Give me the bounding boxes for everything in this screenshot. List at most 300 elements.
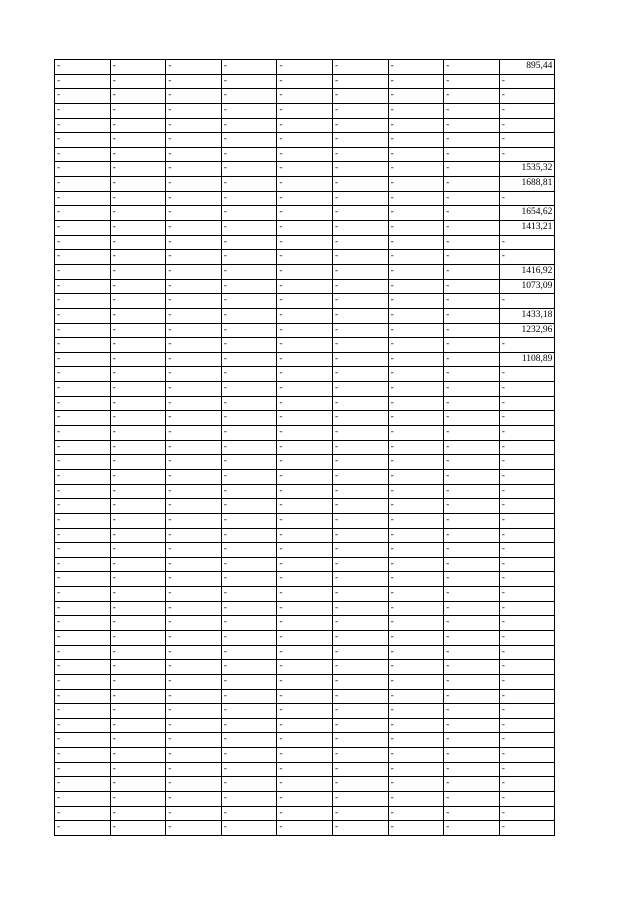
table-cell: - (110, 484, 166, 499)
table-cell: - (277, 806, 333, 821)
table-cell: - (110, 250, 166, 265)
table-cell: - (166, 177, 222, 192)
table-cell: - (110, 191, 166, 206)
table-cell: - (166, 308, 222, 323)
table-cell: - (332, 440, 388, 455)
table-cell: - (388, 469, 444, 484)
table-cell: - (55, 645, 111, 660)
table-cell: - (277, 323, 333, 338)
table-cell: - (332, 323, 388, 338)
value-cell: 1416,92 (499, 264, 555, 279)
table-cell: - (166, 704, 222, 719)
table-cell: - (388, 382, 444, 397)
table-cell: - (110, 660, 166, 675)
table-cell: - (55, 513, 111, 528)
table-cell: - (55, 367, 111, 382)
table-cell: - (221, 323, 277, 338)
table-cell: - (110, 323, 166, 338)
table-cell: - (388, 264, 444, 279)
table-cell: - (277, 308, 333, 323)
table-cell: - (444, 733, 500, 748)
table-cell: - (55, 279, 111, 294)
table-cell: - (110, 382, 166, 397)
value-cell: - (499, 513, 555, 528)
data-table (54, 59, 555, 836)
value-cell: - (499, 616, 555, 631)
table-cell: - (55, 162, 111, 177)
table-cell: - (110, 133, 166, 148)
value-cell: - (499, 294, 555, 309)
table-cell: - (332, 528, 388, 543)
table-cell: - (277, 616, 333, 631)
table-cell: - (332, 206, 388, 221)
table-row (55, 674, 555, 689)
table-cell: - (110, 147, 166, 162)
table-cell: - (166, 118, 222, 133)
table-cell: - (277, 528, 333, 543)
table-cell: - (55, 191, 111, 206)
table-cell: - (166, 733, 222, 748)
table-cell: - (55, 792, 111, 807)
table-cell: - (444, 587, 500, 602)
table-cell: - (388, 60, 444, 75)
table-cell: - (55, 704, 111, 719)
table-cell: - (221, 469, 277, 484)
value-cell: 1654,62 (499, 206, 555, 221)
table-cell: - (388, 411, 444, 426)
table-cell: - (277, 777, 333, 792)
table-cell: - (388, 338, 444, 353)
table-cell: - (221, 689, 277, 704)
value-cell: 1535,32 (499, 162, 555, 177)
table-cell: - (388, 177, 444, 192)
value-cell: - (499, 733, 555, 748)
table-cell: - (332, 221, 388, 236)
value-cell: - (499, 89, 555, 104)
table-cell: - (277, 206, 333, 221)
table-cell: - (221, 821, 277, 836)
table-cell: - (277, 469, 333, 484)
table-cell: - (166, 645, 222, 660)
table-cell: - (444, 440, 500, 455)
table-cell: - (55, 674, 111, 689)
table-cell: - (444, 206, 500, 221)
table-cell: - (332, 133, 388, 148)
table-cell: - (388, 748, 444, 763)
table-cell: - (221, 645, 277, 660)
table-cell: - (277, 426, 333, 441)
table-cell: - (388, 499, 444, 514)
table-cell: - (221, 352, 277, 367)
value-cell: - (499, 235, 555, 250)
table-cell: - (110, 206, 166, 221)
table-cell: - (110, 221, 166, 236)
value-cell: - (499, 147, 555, 162)
table-cell: - (166, 162, 222, 177)
table-cell: - (388, 294, 444, 309)
table-cell: - (444, 484, 500, 499)
value-cell: - (499, 484, 555, 499)
table-cell: - (166, 89, 222, 104)
table-cell: - (110, 455, 166, 470)
table-cell: - (388, 484, 444, 499)
table-cell: - (444, 674, 500, 689)
table-cell: - (55, 411, 111, 426)
table-cell: - (55, 718, 111, 733)
table-cell: - (221, 499, 277, 514)
table-cell: - (444, 469, 500, 484)
table-cell: - (55, 528, 111, 543)
table-cell: - (332, 601, 388, 616)
value-cell: - (499, 411, 555, 426)
table-cell: - (166, 411, 222, 426)
table-cell: - (388, 396, 444, 411)
table-cell: - (166, 718, 222, 733)
value-cell: - (499, 118, 555, 133)
table-cell: - (332, 426, 388, 441)
table-cell: - (221, 630, 277, 645)
table-cell: - (277, 748, 333, 763)
table-cell: - (444, 630, 500, 645)
table-cell: - (55, 294, 111, 309)
table-row (55, 499, 555, 514)
table-row (55, 133, 555, 148)
table-cell: - (110, 235, 166, 250)
table-row (55, 426, 555, 441)
table-cell: - (55, 440, 111, 455)
table-cell: - (277, 499, 333, 514)
table-cell: - (332, 455, 388, 470)
table-row (55, 777, 555, 792)
table-cell: - (110, 689, 166, 704)
table-cell: - (110, 279, 166, 294)
table-cell: - (277, 821, 333, 836)
table-cell: - (55, 821, 111, 836)
table-cell: - (166, 323, 222, 338)
table-cell: - (444, 660, 500, 675)
table-cell: - (166, 264, 222, 279)
table-cell: - (388, 762, 444, 777)
table-row (55, 587, 555, 602)
table-cell: - (332, 469, 388, 484)
table-cell: - (277, 279, 333, 294)
table-cell: - (55, 60, 111, 75)
table-cell: - (332, 294, 388, 309)
table-cell: - (55, 177, 111, 192)
table-cell: - (388, 147, 444, 162)
table-row (55, 60, 555, 75)
table-cell: - (444, 162, 500, 177)
table-cell: - (444, 806, 500, 821)
table-row (55, 572, 555, 587)
value-cell: - (499, 367, 555, 382)
table-row (55, 806, 555, 821)
table-cell: - (277, 103, 333, 118)
table-cell: - (221, 777, 277, 792)
table-row (55, 294, 555, 309)
table-cell: - (221, 221, 277, 236)
table-cell: - (55, 455, 111, 470)
table-cell: - (166, 513, 222, 528)
table-row (55, 543, 555, 558)
table-cell: - (221, 543, 277, 558)
table-cell: - (277, 118, 333, 133)
table-cell: - (277, 235, 333, 250)
table-cell: - (444, 792, 500, 807)
table-cell: - (277, 147, 333, 162)
table-cell: - (110, 89, 166, 104)
table-cell: - (444, 279, 500, 294)
table-cell: - (388, 587, 444, 602)
table-cell: - (221, 484, 277, 499)
table-cell: - (55, 484, 111, 499)
table-cell: - (221, 191, 277, 206)
table-cell: - (332, 367, 388, 382)
table-cell: - (388, 103, 444, 118)
table-cell: - (444, 294, 500, 309)
table-cell: - (332, 557, 388, 572)
table-cell: - (166, 792, 222, 807)
table-cell: - (444, 367, 500, 382)
table-cell: - (110, 733, 166, 748)
table-row (55, 601, 555, 616)
table-cell: - (166, 660, 222, 675)
table-cell: - (221, 279, 277, 294)
table-cell: - (55, 601, 111, 616)
table-cell: - (221, 294, 277, 309)
table-cell: - (388, 777, 444, 792)
table-cell: - (110, 630, 166, 645)
table-row (55, 630, 555, 645)
table-row (55, 704, 555, 719)
table-cell: - (221, 748, 277, 763)
table-cell: - (166, 762, 222, 777)
table-cell: - (388, 74, 444, 89)
table-row (55, 147, 555, 162)
table-cell: - (221, 616, 277, 631)
table-body (55, 60, 555, 836)
table-cell: - (110, 426, 166, 441)
table-cell: - (277, 89, 333, 104)
table-cell: - (444, 60, 500, 75)
table-cell: - (55, 103, 111, 118)
table-cell: - (388, 308, 444, 323)
table-cell: - (55, 147, 111, 162)
value-cell: - (499, 133, 555, 148)
table-row (55, 250, 555, 265)
table-cell: - (221, 147, 277, 162)
table-cell: - (55, 777, 111, 792)
table-cell: - (332, 484, 388, 499)
table-row (55, 74, 555, 89)
value-cell: - (499, 792, 555, 807)
table-cell: - (444, 572, 500, 587)
table-cell: - (221, 718, 277, 733)
table-cell: - (388, 455, 444, 470)
value-cell: 1433,18 (499, 308, 555, 323)
table-cell: - (110, 499, 166, 514)
table-cell: - (444, 177, 500, 192)
table-cell: - (221, 674, 277, 689)
table-cell: - (110, 411, 166, 426)
table-cell: - (110, 806, 166, 821)
table-cell: - (110, 294, 166, 309)
table-cell: - (332, 162, 388, 177)
table-cell: - (332, 630, 388, 645)
table-cell: - (332, 689, 388, 704)
table-cell: - (221, 235, 277, 250)
table-cell: - (221, 89, 277, 104)
table-cell: - (166, 777, 222, 792)
table-cell: - (444, 777, 500, 792)
table-cell: - (221, 133, 277, 148)
table-cell: - (166, 103, 222, 118)
table-row (55, 660, 555, 675)
table-cell: - (332, 191, 388, 206)
value-cell: - (499, 191, 555, 206)
value-cell: - (499, 455, 555, 470)
table-cell: - (221, 411, 277, 426)
value-cell: - (499, 572, 555, 587)
table-cell: - (221, 250, 277, 265)
value-cell: - (499, 499, 555, 514)
table-cell: - (55, 221, 111, 236)
table-cell: - (277, 660, 333, 675)
table-cell: - (332, 674, 388, 689)
table-cell: - (444, 89, 500, 104)
table-cell: - (110, 777, 166, 792)
table-cell: - (110, 352, 166, 367)
table-cell: - (55, 543, 111, 558)
table-cell: - (221, 308, 277, 323)
value-cell: - (499, 426, 555, 441)
table-cell: - (332, 587, 388, 602)
table-cell: - (277, 367, 333, 382)
table-cell: - (221, 177, 277, 192)
table-cell: - (444, 821, 500, 836)
table-cell: - (55, 616, 111, 631)
table-cell: - (166, 279, 222, 294)
table-row (55, 469, 555, 484)
table-cell: - (388, 221, 444, 236)
table-cell: - (332, 177, 388, 192)
table-cell: - (110, 543, 166, 558)
table-row (55, 792, 555, 807)
table-cell: - (388, 821, 444, 836)
table-row (55, 89, 555, 104)
table-cell: - (221, 513, 277, 528)
table-cell: - (166, 367, 222, 382)
table-cell: - (277, 674, 333, 689)
table-cell: - (110, 587, 166, 602)
table-cell: - (221, 440, 277, 455)
table-cell: - (55, 748, 111, 763)
table-cell: - (166, 572, 222, 587)
table-row (55, 221, 555, 236)
value-cell: - (499, 382, 555, 397)
table-cell: - (166, 543, 222, 558)
table-row (55, 103, 555, 118)
table-cell: - (444, 426, 500, 441)
table-cell: - (332, 704, 388, 719)
table-cell: - (110, 440, 166, 455)
table-cell: - (166, 221, 222, 236)
table-cell: - (444, 543, 500, 558)
table-cell: - (55, 133, 111, 148)
table-cell: - (332, 572, 388, 587)
table-cell: - (277, 484, 333, 499)
value-cell: - (499, 762, 555, 777)
table-cell: - (388, 806, 444, 821)
table-cell: - (332, 821, 388, 836)
table-cell: - (221, 528, 277, 543)
table-cell: - (444, 147, 500, 162)
table-cell: - (388, 440, 444, 455)
table-cell: - (444, 704, 500, 719)
table-cell: - (55, 587, 111, 602)
table-cell: - (166, 806, 222, 821)
table-cell: - (55, 352, 111, 367)
table-cell: - (332, 264, 388, 279)
table-cell: - (55, 396, 111, 411)
value-cell: - (499, 777, 555, 792)
table-cell: - (55, 469, 111, 484)
table-cell: - (332, 235, 388, 250)
table-cell: - (166, 191, 222, 206)
table-cell: - (332, 74, 388, 89)
table-cell: - (110, 572, 166, 587)
table-cell: - (332, 250, 388, 265)
table-cell: - (55, 338, 111, 353)
table-cell: - (55, 426, 111, 441)
table-cell: - (277, 396, 333, 411)
table-cell: - (332, 645, 388, 660)
value-cell: - (499, 718, 555, 733)
table-cell: - (444, 235, 500, 250)
table-cell: - (332, 118, 388, 133)
table-cell: - (221, 704, 277, 719)
table-cell: - (110, 528, 166, 543)
table-row (55, 513, 555, 528)
table-cell: - (55, 323, 111, 338)
value-cell: - (499, 821, 555, 836)
table-cell: - (332, 762, 388, 777)
table-cell: - (110, 118, 166, 133)
table-cell: - (332, 748, 388, 763)
table-row (55, 645, 555, 660)
table-cell: - (110, 264, 166, 279)
table-cell: - (110, 60, 166, 75)
table-cell: - (110, 308, 166, 323)
table-cell: - (110, 792, 166, 807)
table-cell: - (221, 762, 277, 777)
table-cell: - (277, 645, 333, 660)
table-cell: - (277, 74, 333, 89)
table-cell: - (221, 587, 277, 602)
table-cell: - (166, 352, 222, 367)
table-cell: - (55, 264, 111, 279)
value-cell: - (499, 338, 555, 353)
table-cell: - (444, 762, 500, 777)
table-cell: - (110, 557, 166, 572)
table-cell: - (55, 557, 111, 572)
table-cell: - (332, 543, 388, 558)
table-cell: - (221, 118, 277, 133)
table-cell: - (166, 630, 222, 645)
table-cell: - (277, 411, 333, 426)
table-row (55, 118, 555, 133)
table-cell: - (388, 674, 444, 689)
